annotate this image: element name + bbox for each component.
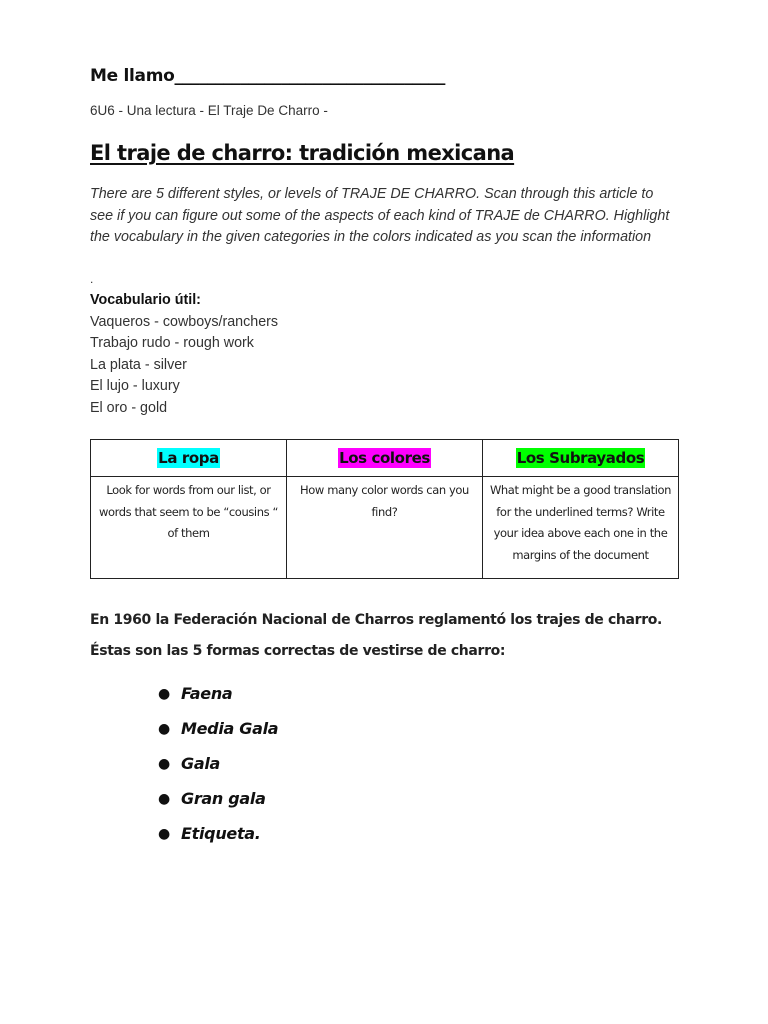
- lesson-subtitle: 6U6 - Una lectura - El Traje De Charro -: [90, 103, 328, 118]
- form-name: Gran gala: [181, 789, 266, 808]
- category-title-colores: Los colores: [339, 449, 430, 467]
- vocabulary-list: [90, 290, 278, 419]
- list-item: [158, 718, 278, 753]
- stray-dot: .: [90, 272, 94, 286]
- bullet-icon: ●: [158, 826, 170, 842]
- forms-intro: Éstas son las 5 formas correctas de vestirse de charro:: [90, 643, 506, 659]
- bullet-icon: ●: [158, 721, 170, 737]
- form-name: Media Gala: [181, 719, 279, 738]
- instructions-paragraph: There are 5 different styles, or levels of TRAJE DE CHARRO. Scan through this article to see if you can figure out some of the aspects of each kind of TRAJE de CHARRO. Highlight the vocabulary in the given categories in the colors indicated as you scan the information: [90, 186, 670, 245]
- form-name: Gala: [181, 754, 221, 773]
- federation-paragraph: En 1960 la Federación Nacional de Charros reglamentó los trajes de charro.: [90, 612, 662, 628]
- vocabulary-item: Trabajo rudo - rough work: [90, 335, 254, 351]
- vocabulary-item: El oro - gold: [90, 399, 168, 416]
- bullet-icon: ●: [158, 756, 170, 772]
- vocabulary-heading: Vocabulario útil:: [90, 292, 201, 308]
- category-title-subrayados: Los Subrayados: [516, 449, 645, 467]
- category-header-subrayados: [483, 440, 679, 477]
- article-title: El traje de charro: tradición mexicana: [90, 141, 515, 165]
- vocabulary-item: La plata - silver: [90, 356, 187, 373]
- category-instruction-subrayados: What might be a good translation for the underlined terms? Write your idea above each one in the margins of the document: [483, 477, 679, 579]
- form-name: Etiqueta.: [181, 824, 261, 843]
- list-item: [158, 788, 278, 823]
- categories-instruction-row: [91, 477, 679, 579]
- category-title-ropa: La ropa: [158, 449, 219, 467]
- bullet-icon: ●: [158, 686, 170, 702]
- bullet-icon: ●: [158, 791, 170, 807]
- list-item: [158, 823, 278, 858]
- categories-table: [90, 439, 679, 579]
- name-line: Me llamo_________________________________: [90, 66, 446, 86]
- vocabulary-item: El lujo - luxury: [90, 378, 180, 394]
- forms-list: [158, 683, 278, 858]
- vocabulary-item: Vaqueros - cowboys/ranchers: [90, 313, 279, 330]
- form-name: Faena: [181, 684, 233, 703]
- category-instruction-colores: How many color words can you find?: [287, 477, 483, 579]
- category-header-colores: [287, 440, 483, 477]
- categories-header-row: [91, 440, 679, 477]
- list-item: [158, 683, 278, 718]
- category-header-ropa: [91, 440, 287, 477]
- list-item: [158, 753, 278, 788]
- category-instruction-ropa: Look for words from our list, or words that seem to be “cousins “ of them: [91, 477, 287, 579]
